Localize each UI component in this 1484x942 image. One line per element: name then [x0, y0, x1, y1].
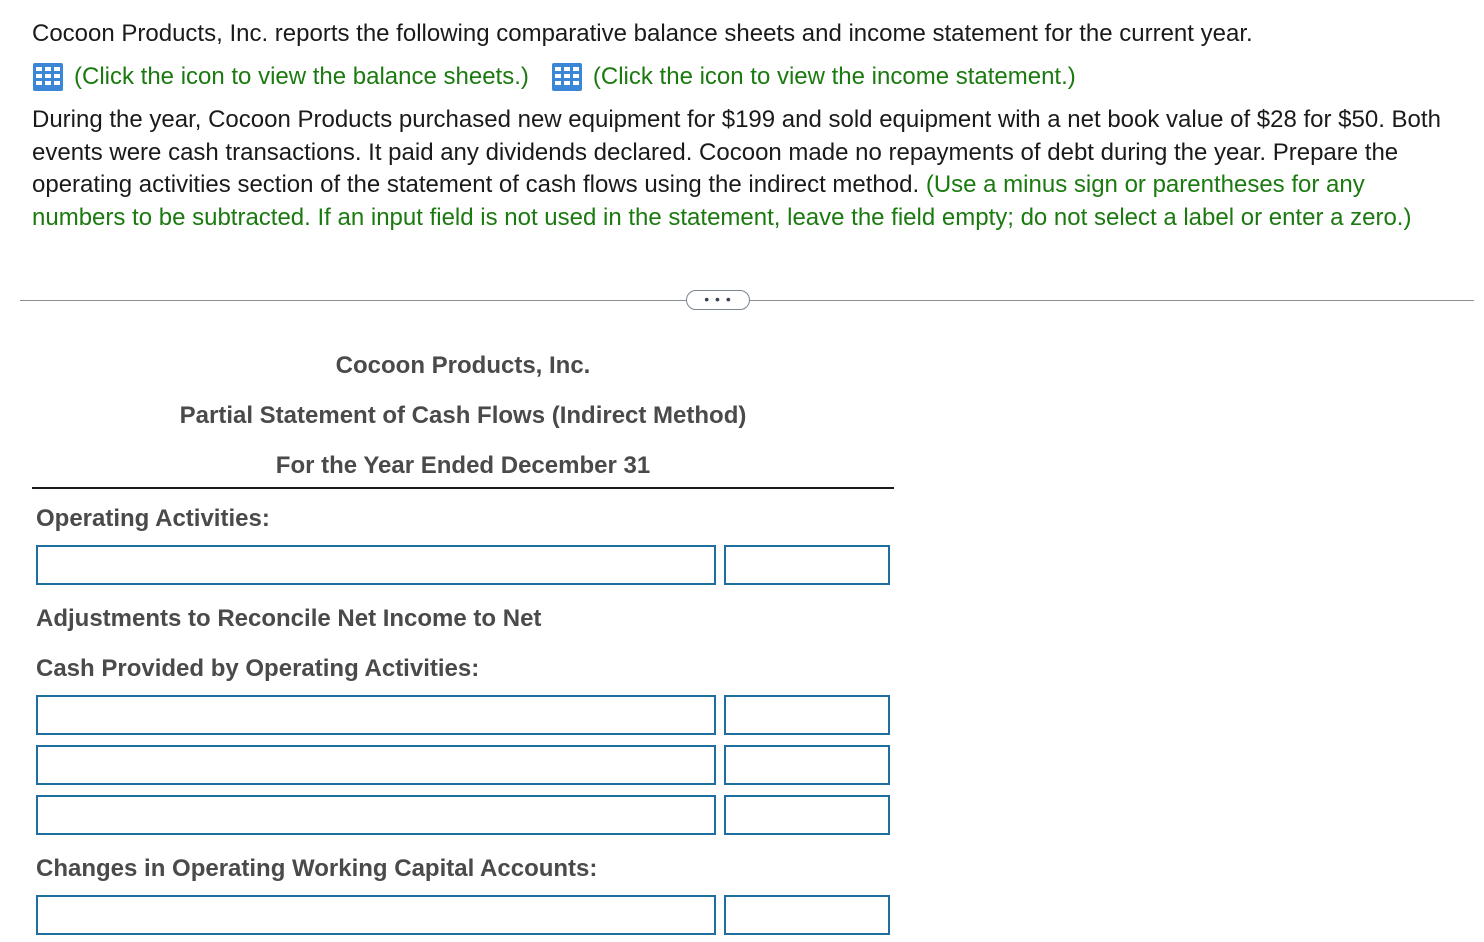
statement-header-rule	[32, 487, 894, 489]
adjustment-amount-field-2[interactable]	[724, 745, 890, 785]
statement-period: For the Year Ended December 31	[275, 452, 651, 479]
operating-amount-field[interactable]	[724, 545, 890, 585]
instructions-text: During the year, Cocoon Products purchased new equipment for $199 and sold equipment with a net book value of $28 for $50. Both events were cash transactions. It paid any dividends declared. Cocoon made no repayments of debt during the year. Prepare the operating activities section of the statement of cash flows using the indirect method.	[32, 106, 1441, 198]
operating-label-field[interactable]	[36, 545, 716, 585]
statement-title: Partial Statement of Cash Flows (Indirect Method)	[179, 402, 747, 429]
adjustment-label-field-2[interactable]	[36, 745, 716, 785]
adjustments-label-line2: Cash Provided by Operating Activities:	[36, 655, 480, 682]
operating-activities-label: Operating Activities:	[36, 505, 270, 532]
income-statement-link-label[interactable]: (Click the icon to view the income statement.)	[592, 63, 1076, 90]
working-capital-label: Changes in Operating Working Capital Accounts:	[36, 855, 598, 882]
table-grid-icon[interactable]	[551, 62, 583, 92]
adjustment-label-field-3[interactable]	[36, 795, 716, 835]
statement-company: Cocoon Products, Inc.	[335, 352, 591, 379]
expand-ellipsis-button[interactable]: • • •	[686, 290, 750, 310]
problem-intro: Cocoon Products, Inc. reports the following comparative balance sheets and income statement for the current year.	[32, 20, 1253, 47]
problem-instructions	[32, 104, 1452, 234]
adjustment-label-field-1[interactable]	[36, 695, 716, 735]
icon-links-row	[32, 60, 1098, 94]
balance-sheets-link[interactable]	[32, 62, 529, 92]
table-grid-icon[interactable]	[32, 62, 64, 92]
adjustment-amount-field-3[interactable]	[724, 795, 890, 835]
working-capital-label-field-1[interactable]	[36, 895, 716, 935]
instructions-hint: (Use a minus sign or parentheses for any numbers to be subtracted. If an input field is not used in the statement, leave the field empty; do not select a label or enter a zero.)	[32, 171, 1412, 231]
income-statement-link[interactable]	[551, 62, 1076, 92]
working-capital-amount-field-1[interactable]	[724, 895, 890, 935]
adjustments-label-line1: Adjustments to Reconcile Net Income to Net	[36, 605, 542, 632]
adjustment-amount-field-1[interactable]	[724, 695, 890, 735]
balance-sheets-link-label[interactable]: (Click the icon to view the balance sheets.)	[74, 63, 529, 90]
